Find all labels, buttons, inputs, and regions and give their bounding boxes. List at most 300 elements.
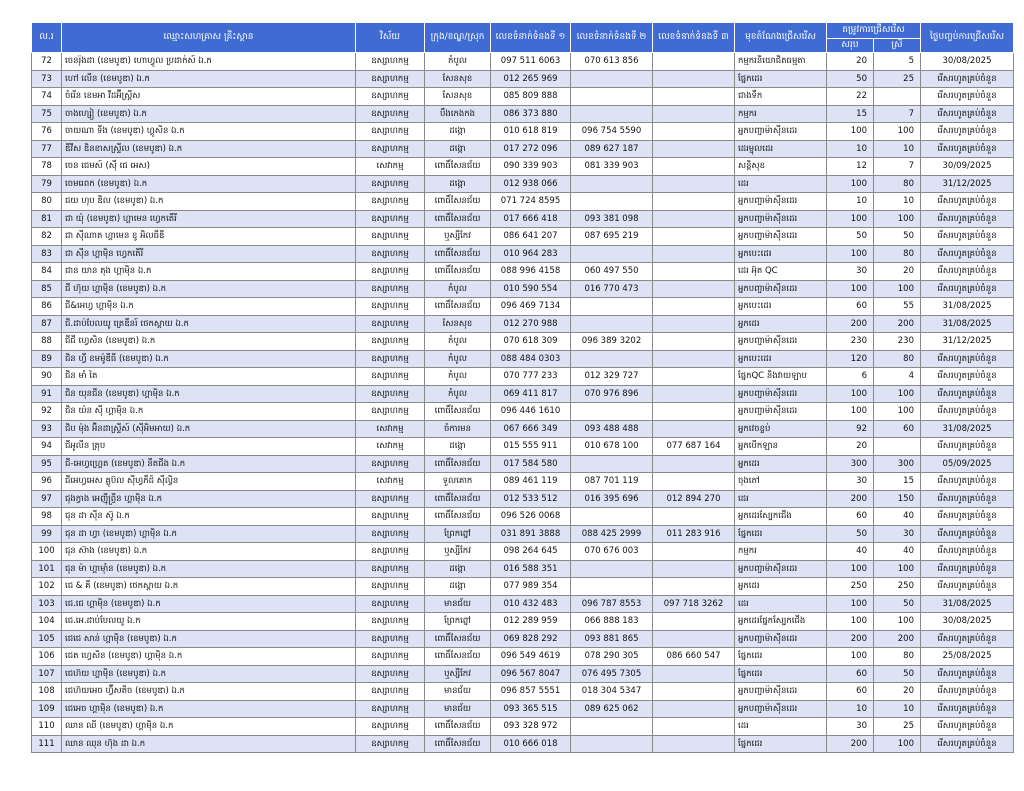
cell-phone1: 010 590 554 — [491, 280, 571, 298]
cell-phone1: 070 618 309 — [491, 333, 571, 351]
cell-phone2: 060 497 550 — [571, 263, 653, 281]
cell-deadline: រើសរហូតគ្រប់ចំនួន — [921, 560, 1014, 578]
cell-name: ជេអេច ហ្គាម៉ិន (ខេមបូឌា) ឯ.ក — [62, 700, 356, 718]
cell-phone2: 012 329 727 — [571, 368, 653, 386]
cell-phone3 — [653, 665, 735, 683]
cell-deadline: រើសរហូតគ្រប់ចំនួន — [921, 280, 1014, 298]
cell-total: 50 — [827, 70, 874, 88]
cell-district: ដង្កោ — [425, 578, 491, 596]
cell-district: សែនសុខ — [425, 315, 491, 333]
cell-female: 5 — [874, 53, 921, 71]
header-total: សរុប — [827, 39, 874, 53]
table-row — [32, 193, 1014, 211]
cell-no: 93 — [32, 420, 62, 438]
cell-total: 40 — [827, 543, 874, 561]
cell-total: 10 — [827, 140, 874, 158]
cell-phone2: 070 676 003 — [571, 543, 653, 561]
cell-female: 50 — [874, 665, 921, 683]
cell-total: 100 — [827, 245, 874, 263]
cell-sector: សេវាកម្ម — [356, 420, 425, 438]
cell-name: ចេនរ៉ុងដា (ខេមបូឌា) ហោហ្វូល ប្រដាក់ស៍ ឯ.ក — [62, 53, 356, 71]
cell-total: 100 — [827, 175, 874, 193]
cell-sector: ឧស្សាហកម្ម — [356, 228, 425, 246]
cell-no: 105 — [32, 630, 62, 648]
cell-no: 102 — [32, 578, 62, 596]
cell-no: 111 — [32, 735, 62, 753]
job-vacancy-table-sheet — [31, 22, 1005, 753]
cell-name: ឈាន ឈី (ខេមបូឌា) ហ្គាម៉ិន ឯ.ក — [62, 718, 356, 736]
cell-total: 100 — [827, 560, 874, 578]
cell-position: អ្នកវេចខ្ចប់ — [735, 420, 827, 438]
cell-phone2 — [571, 578, 653, 596]
cell-phone2: 093 488 488 — [571, 420, 653, 438]
cell-no: 83 — [32, 245, 62, 263]
cell-district: ឬស្សីកែវ — [425, 543, 491, 561]
cell-name: ជេ.អេ.ដាប់បែលយូ ឯ.ក — [62, 613, 356, 631]
cell-position: ផ្នែកQC និងវាយឡាប — [735, 368, 827, 386]
cell-sector: ឧស្សាហកម្ម — [356, 123, 425, 141]
cell-position: អ្នកបញ្ជាម៉ាស៊ីនដេរ — [735, 123, 827, 141]
cell-female: 100 — [874, 735, 921, 753]
cell-name: ជីអេហ្វអេស គ្លូប៊ល ស៊ីហ្វភឺដ៍ ស៊ីល្វិន — [62, 473, 356, 491]
cell-phone1: 012 938 066 — [491, 175, 571, 193]
cell-phone1: 010 618 819 — [491, 123, 571, 141]
cell-phone3 — [653, 298, 735, 316]
cell-name: ជី.ដាប់បែលយូ ត្រេឌីនរ៍ ថេកស្តាយ ឯ.ក — [62, 315, 356, 333]
table-row — [32, 70, 1014, 88]
cell-no: 85 — [32, 280, 62, 298]
cell-district: មានជ័យ — [425, 700, 491, 718]
cell-total: 120 — [827, 350, 874, 368]
cell-no: 96 — [32, 473, 62, 491]
cell-phone1: 086 641 207 — [491, 228, 571, 246]
cell-female: 10 — [874, 193, 921, 211]
cell-phone1: 017 666 418 — [491, 210, 571, 228]
cell-phone1: 015 555 911 — [491, 438, 571, 456]
cell-phone3 — [653, 333, 735, 351]
cell-name: ជិន យុនជីន (ខេមបូឌា) ហ្គាម៉ិន ឯ.ក — [62, 385, 356, 403]
cell-district: ពោធិ៍សែនជ័យ — [425, 630, 491, 648]
cell-total: 250 — [827, 578, 874, 596]
cell-deadline: 30/08/2025 — [921, 613, 1014, 631]
cell-no: 89 — [32, 350, 62, 368]
cell-phone3: 012 894 270 — [653, 490, 735, 508]
cell-phone1: 093 365 515 — [491, 700, 571, 718]
cell-sector: ឧស្សាហកម្ម — [356, 333, 425, 351]
cell-name: ជុន ដា ស៊ីន ស៊ូ ឯ.ក — [62, 508, 356, 526]
cell-district: កំបូល — [425, 368, 491, 386]
header-phone1: លេខទំនាក់ទំនងទី ១ — [491, 23, 571, 53]
cell-total: 10 — [827, 700, 874, 718]
header-deadline: ថ្ងៃបញ្ចប់ការជ្រើសរើស — [921, 23, 1014, 53]
table-row — [32, 718, 1014, 736]
cell-sector: ឧស្សាហកម្ម — [356, 403, 425, 421]
table-row — [32, 508, 1014, 526]
cell-name: ជី-អេហ្វហ្គ្រេត (ខេមបូឌា) នីតជីង ឯ.ក — [62, 455, 356, 473]
cell-phone2: 016 770 473 — [571, 280, 653, 298]
cell-female: 300 — [874, 455, 921, 473]
cell-position: អ្នកបញ្ជាម៉ាស៊ីនដេរ — [735, 630, 827, 648]
cell-district: មានជ័យ — [425, 683, 491, 701]
cell-total: 100 — [827, 648, 874, 666]
cell-deadline: 30/08/2025 — [921, 53, 1014, 71]
cell-phone3 — [653, 123, 735, 141]
cell-female: 30 — [874, 525, 921, 543]
cell-sector: ឧស្សាហកម្ម — [356, 648, 425, 666]
cell-total: 100 — [827, 123, 874, 141]
cell-deadline: រើសរហូតគ្រប់ចំនួន — [921, 70, 1014, 88]
cell-total: 100 — [827, 210, 874, 228]
table-row — [32, 140, 1014, 158]
cell-name: ចំរើន ខេមអា វីដអ៊ីស្ត្រីស — [62, 88, 356, 106]
table-row — [32, 630, 1014, 648]
cell-phone3: 086 660 547 — [653, 648, 735, 666]
cell-sector: ឧស្សាហកម្ម — [356, 88, 425, 106]
cell-phone3 — [653, 543, 735, 561]
cell-no: 73 — [32, 70, 62, 88]
cell-deadline: រើសរហូតគ្រប់ចំនួន — [921, 508, 1014, 526]
cell-phone2 — [571, 718, 653, 736]
cell-name: ហៅ លើន (ខេមបូឌា) ឯ.ក — [62, 70, 356, 88]
cell-phone3 — [653, 735, 735, 753]
cell-name: ជេហ៊យអេច ហ្វ៊ីសតិច (ខេមបូឌា) ឯ.ក — [62, 683, 356, 701]
table-row — [32, 665, 1014, 683]
cell-phone2 — [571, 560, 653, 578]
table-row — [32, 298, 1014, 316]
cell-no: 76 — [32, 123, 62, 141]
cell-no: 98 — [32, 508, 62, 526]
cell-no: 104 — [32, 613, 62, 631]
cell-phone1: 096 567 8047 — [491, 665, 571, 683]
cell-position: អ្នកបញ្ជាម៉ាស៊ីនដេរ — [735, 385, 827, 403]
cell-phone3 — [653, 613, 735, 631]
cell-phone3 — [653, 630, 735, 648]
cell-no: 79 — [32, 175, 62, 193]
cell-position: អ្នកបញ្ជាម៉ាស៊ីនដេរ — [735, 403, 827, 421]
cell-deadline: រើសរហូតគ្រប់ចំនួន — [921, 683, 1014, 701]
cell-deadline: រើសរហូតគ្រប់ចំនួន — [921, 228, 1014, 246]
cell-phone1: 069 828 292 — [491, 630, 571, 648]
cell-position: អ្នកដេរ — [735, 315, 827, 333]
cell-position: អ្នកបញ្ជាម៉ាស៊ីនដេរ — [735, 210, 827, 228]
cell-phone2: 088 425 2999 — [571, 525, 653, 543]
cell-phone1: 090 339 903 — [491, 158, 571, 176]
cell-sector: ឧស្សាហកម្ម — [356, 70, 425, 88]
cell-name: ជា ស៊ីណាត ហ្គាមេន ខូ អិលធីឌី — [62, 228, 356, 246]
table-row — [32, 525, 1014, 543]
cell-female: 4 — [874, 368, 921, 386]
cell-name: ជាន យាន តុង ហ្គាម៉ិន ឯ.ក — [62, 263, 356, 281]
cell-phone1: 096 526 0068 — [491, 508, 571, 526]
cell-total: 100 — [827, 613, 874, 631]
cell-phone1: 093 328 972 — [491, 718, 571, 736]
cell-sector: ឧស្សាហកម្ម — [356, 700, 425, 718]
cell-phone1: 088 996 4158 — [491, 263, 571, 281]
cell-phone2 — [571, 245, 653, 263]
cell-deadline: រើសរហូតគ្រប់ចំនួន — [921, 473, 1014, 491]
cell-sector: សេវាកម្ម — [356, 158, 425, 176]
cell-sector: ឧស្សាហកម្ម — [356, 735, 425, 753]
cell-sector: សេវាកម្ម — [356, 438, 425, 456]
cell-deadline: 31/08/2025 — [921, 595, 1014, 613]
cell-phone3 — [653, 368, 735, 386]
cell-female: 25 — [874, 70, 921, 88]
cell-phone1: 010 666 018 — [491, 735, 571, 753]
cell-no: 87 — [32, 315, 62, 333]
cell-district: ពោធិ៍សែនជ័យ — [425, 648, 491, 666]
cell-position: ផ្នែកដេរ — [735, 648, 827, 666]
cell-sector: ឧស្សាហកម្ម — [356, 140, 425, 158]
cell-phone2: 066 888 183 — [571, 613, 653, 631]
cell-female: 80 — [874, 245, 921, 263]
cell-district: កំបូល — [425, 350, 491, 368]
cell-sector: ឧស្សាហកម្ម — [356, 543, 425, 561]
cell-phone3 — [653, 560, 735, 578]
cell-no: 81 — [32, 210, 62, 228]
cell-position: កម្មករ — [735, 543, 827, 561]
cell-district: សែនសុខ — [425, 70, 491, 88]
cell-position: អ្នកដេរ — [735, 455, 827, 473]
cell-no: 88 — [32, 333, 62, 351]
cell-no: 78 — [32, 158, 62, 176]
cell-phone2: 070 613 856 — [571, 53, 653, 71]
cell-no: 77 — [32, 140, 62, 158]
header-no: ល.រ — [32, 23, 62, 53]
cell-position: អ្នកបើកឡាន — [735, 438, 827, 456]
cell-phone2 — [571, 88, 653, 106]
cell-district: ពោធិ៍សែនជ័យ — [425, 263, 491, 281]
cell-name: ជិប ម៉ុង អ៊ិនដាស្ទ្រីស៍ (ស៊ីអិមអាយ) ឯ.ក — [62, 420, 356, 438]
cell-district: ពោធិ៍សែនជ័យ — [425, 193, 491, 211]
cell-sector: ឧស្សាហកម្ម — [356, 350, 425, 368]
table-row — [32, 53, 1014, 71]
cell-female: 20 — [874, 263, 921, 281]
cell-district: ពោធិ៍សែនជ័យ — [425, 245, 491, 263]
table-row — [32, 420, 1014, 438]
cell-district: ពោធិ៍សែនជ័យ — [425, 403, 491, 421]
cell-phone2: 078 290 305 — [571, 648, 653, 666]
cell-name: ចេមរេពក (ខេមបូឌា) ឯ.ក — [62, 175, 356, 193]
cell-total: 100 — [827, 385, 874, 403]
cell-deadline: រើសរហូតគ្រប់ចំនួន — [921, 193, 1014, 211]
cell-name: ជា ស៊ីន ហ្គាម៉ិន ហ្វេកតើរី — [62, 245, 356, 263]
cell-district: កំបូល — [425, 53, 491, 71]
cell-phone1: 031 891 3888 — [491, 525, 571, 543]
cell-phone1: 012 270 988 — [491, 315, 571, 333]
cell-sector: ឧស្សាហកម្ម — [356, 455, 425, 473]
cell-deadline: 25/08/2025 — [921, 648, 1014, 666]
cell-district: បឹងកេងកង — [425, 105, 491, 123]
cell-phone1: 096 469 7134 — [491, 298, 571, 316]
cell-sector: ឧស្សាហកម្ម — [356, 683, 425, 701]
cell-name: ជុន ស៊ាង (ខេមបូឌា) ឯ.ក — [62, 543, 356, 561]
cell-total: 200 — [827, 735, 874, 753]
cell-phone2 — [571, 70, 653, 88]
cell-female: 200 — [874, 630, 921, 648]
cell-district: ពោធិ៍សែនជ័យ — [425, 210, 491, 228]
table-row — [32, 735, 1014, 753]
cell-total: 50 — [827, 525, 874, 543]
cell-total: 20 — [827, 438, 874, 456]
cell-female — [874, 438, 921, 456]
cell-phone1: 012 289 959 — [491, 613, 571, 631]
cell-phone3 — [653, 263, 735, 281]
cell-district: កំបូល — [425, 333, 491, 351]
cell-position: ដេរ — [735, 595, 827, 613]
cell-no: 95 — [32, 455, 62, 473]
cell-total: 6 — [827, 368, 874, 386]
cell-position: អ្នកបញ្ជាម៉ាស៊ីនដេរ — [735, 333, 827, 351]
cell-deadline: 05/09/2025 — [921, 455, 1014, 473]
cell-no: 97 — [32, 490, 62, 508]
cell-total: 60 — [827, 508, 874, 526]
cell-phone2 — [571, 105, 653, 123]
cell-deadline: 30/09/2025 — [921, 158, 1014, 176]
cell-total: 12 — [827, 158, 874, 176]
cell-female: 40 — [874, 543, 921, 561]
table-row — [32, 123, 1014, 141]
cell-district: ពោធិ៍សែនជ័យ — [425, 718, 491, 736]
cell-phone3 — [653, 578, 735, 596]
cell-position: អ្នកបញ្ជាម៉ាស៊ីនដេរ — [735, 193, 827, 211]
cell-sector: ឧស្សាហកម្ម — [356, 193, 425, 211]
cell-female: 250 — [874, 578, 921, 596]
cell-name: ចេន ជេមស៍ (ស៊ី ជេ អេស) — [62, 158, 356, 176]
cell-sector: ឧស្សាហកម្ម — [356, 368, 425, 386]
cell-sector: ឧស្សាហកម្ម — [356, 385, 425, 403]
cell-name: ជយ ហុប ឌិល (ខេមបូឌា) ឯ.ក — [62, 193, 356, 211]
cell-name: ជុងក្វាង អេញ៉ីព្រ្ញីន ហ្គាម៉ិន ឯ.ក — [62, 490, 356, 508]
cell-position: អ្នកបេះដេរ — [735, 245, 827, 263]
table-row — [32, 560, 1014, 578]
cell-name: ចាងហ្សៀ (ខេមបូឌា) ឯ.ក — [62, 105, 356, 123]
cell-female: 80 — [874, 175, 921, 193]
cell-name: ឌីវីស ឌិនខាសស្ទ្រីល (ខេមបូឌា) ឯ.ក — [62, 140, 356, 158]
cell-phone2 — [571, 175, 653, 193]
cell-deadline: រើសរហូតគ្រប់ចំនួន — [921, 438, 1014, 456]
cell-phone3: 011 283 916 — [653, 525, 735, 543]
table-row — [32, 175, 1014, 193]
header-phone3: លេខទំនាក់ទំនងទី ៣ — [653, 23, 735, 53]
cell-female: 100 — [874, 560, 921, 578]
table-row — [32, 473, 1014, 491]
cell-district: កំបូល — [425, 385, 491, 403]
cell-district: ដង្កោ — [425, 560, 491, 578]
table-row — [32, 210, 1014, 228]
cell-total: 100 — [827, 403, 874, 421]
cell-female: 100 — [874, 123, 921, 141]
cell-total: 230 — [827, 333, 874, 351]
table-row — [32, 263, 1014, 281]
cell-phone2 — [571, 350, 653, 368]
cell-no: 100 — [32, 543, 62, 561]
cell-no: 86 — [32, 298, 62, 316]
cell-deadline: រើសរហូតគ្រប់ចំនួន — [921, 105, 1014, 123]
cell-district: ដង្កោ — [425, 175, 491, 193]
table-row — [32, 368, 1014, 386]
table-row — [32, 350, 1014, 368]
cell-position: ផ្នែកដេរ — [735, 525, 827, 543]
cell-no: 99 — [32, 525, 62, 543]
cell-phone3 — [653, 420, 735, 438]
table-row — [32, 543, 1014, 561]
header-need: តម្រូវការជ្រើសរើស — [827, 23, 921, 39]
cell-total: 200 — [827, 490, 874, 508]
cell-position: ដេរ — [735, 718, 827, 736]
cell-phone3 — [653, 350, 735, 368]
cell-name: ចាយណា ទីង (ខេមបូឌា) ហ្គូសិន ឯ.ក — [62, 123, 356, 141]
cell-district: ពោធិ៍សែនជ័យ — [425, 298, 491, 316]
cell-phone1: 071 724 8595 — [491, 193, 571, 211]
cell-female: 25 — [874, 718, 921, 736]
table-row — [32, 228, 1014, 246]
cell-female: 150 — [874, 490, 921, 508]
cell-no: 103 — [32, 595, 62, 613]
cell-no: 101 — [32, 560, 62, 578]
cell-female: 100 — [874, 280, 921, 298]
cell-deadline: 31/08/2025 — [921, 298, 1014, 316]
cell-district: ពោធិ៍សែនជ័យ — [425, 455, 491, 473]
cell-total: 300 — [827, 455, 874, 473]
cell-no: 91 — [32, 385, 62, 403]
cell-phone3 — [653, 683, 735, 701]
table-row — [32, 88, 1014, 106]
cell-deadline: រើសរហូតគ្រប់ចំនួន — [921, 543, 1014, 561]
cell-district: កំបូល — [425, 280, 491, 298]
cell-district: ឬស្សីកែវ — [425, 665, 491, 683]
cell-sector: ឧស្សាហកម្ម — [356, 105, 425, 123]
cell-no: 74 — [32, 88, 62, 106]
cell-sector: ឧស្សាហកម្ម — [356, 560, 425, 578]
cell-phone3 — [653, 228, 735, 246]
cell-name: ជុន ម៉ា ហ្គាម៉ាំន (ខេមបូឌា) ឯ.ក — [62, 560, 356, 578]
cell-deadline: រើសរហូតគ្រប់ចំនួន — [921, 210, 1014, 228]
cell-sector: ឧស្សាហកម្ម — [356, 315, 425, 333]
table-row — [32, 333, 1014, 351]
cell-total: 60 — [827, 683, 874, 701]
cell-phone1: 089 461 119 — [491, 473, 571, 491]
cell-deadline: រើសរហូតគ្រប់ចំនួន — [921, 368, 1014, 386]
cell-no: 84 — [32, 263, 62, 281]
cell-no: 106 — [32, 648, 62, 666]
cell-name: ឈាន ឈុន ហ៊ុង ដា ឯ.ក — [62, 735, 356, 753]
cell-position: អ្នកបញ្ជាម៉ាស៊ីនដេរ — [735, 228, 827, 246]
cell-phone3 — [653, 700, 735, 718]
cell-phone2 — [571, 298, 653, 316]
cell-sector: ឧស្សាហកម្ម — [356, 525, 425, 543]
cell-district: ដង្កោ — [425, 123, 491, 141]
cell-phone2: 089 625 062 — [571, 700, 653, 718]
cell-no: 107 — [32, 665, 62, 683]
cell-name: ជុន ដា ហ្វា (ខេមបូឌា) ហ្គាម៉ិន ឯ.ក — [62, 525, 356, 543]
cell-deadline: 31/08/2025 — [921, 420, 1014, 438]
cell-name: ជេ.ជេ ហ្គាម៉ិន (ខេមបូឌា) ឯ.ក — [62, 595, 356, 613]
cell-name: ជេជេ សាន់ ហ្គាម៉ិន (ខេមបូឌា) ឯ.ក — [62, 630, 356, 648]
cell-sector: ឧស្សាហកម្ម — [356, 578, 425, 596]
cell-phone1: 077 989 354 — [491, 578, 571, 596]
cell-no: 92 — [32, 403, 62, 421]
cell-sector: ឧស្សាហកម្ម — [356, 595, 425, 613]
cell-female: 80 — [874, 648, 921, 666]
header-sector: វិស័យ — [356, 23, 425, 53]
cell-position: ផ្នែកដេរ — [735, 665, 827, 683]
cell-total: 10 — [827, 193, 874, 211]
cell-position: ផ្នែកដេរ — [735, 70, 827, 88]
cell-position: អ្នកដេរផ្នែកស្បែកជើង — [735, 613, 827, 631]
cell-name: ជេ & គី (ខេមបូឌា) ថេកស្តាយ ឯ.ក — [62, 578, 356, 596]
cell-phone3 — [653, 70, 735, 88]
cell-phone2 — [571, 735, 653, 753]
